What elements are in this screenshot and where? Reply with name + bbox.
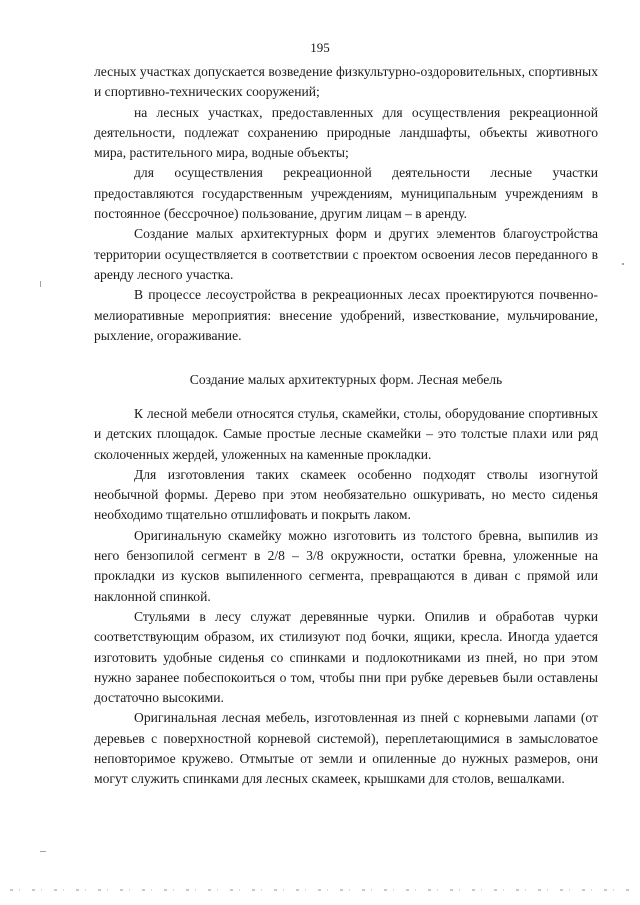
page-number: 195 bbox=[310, 40, 330, 55]
paragraph: Создание малых архитектурных форм и других элементов благоустройства территории осуществляется в соответствии с проектом освоения лесов переданного в аренду лесного участка. bbox=[94, 226, 598, 282]
scan-artifact bbox=[622, 263, 624, 265]
paragraph: В процессе лесоустройства в рекреационных лесах проектируются почвенно-мелиоративные мероприятия: внесение удобрений, известкование, мульчирование, рыхление, огораживание. bbox=[94, 287, 598, 343]
scan-artifact bbox=[10, 889, 630, 891]
paragraph: Оригинальная лесная мебель, изготовленная из пней с корневыми лапами (от деревьев с поверхностной корневой системой), переплетающимися в замысловатое неповторимое кружево. Отмытые от земли и опиленные до нужных размеров, они могут служить спинками для лесных скамеек, крышками для столов, вешалками. bbox=[94, 710, 598, 787]
paragraph: К лесной мебели относятся стулья, скамейки, столы, оборудование спортивных и детских площадок. Самые простые лесные скамейки – это толстые плахи или ряд сколоченных жердей, уложенных на каменные прокладки. bbox=[94, 406, 598, 462]
text-block-top bbox=[94, 62, 598, 346]
paragraph: для осуществления рекреационной деятельности лесные участки предоставляются государственным учреждениям, муниципальным учреждениям в постоянное (бессрочное) пользование, другим лицам – в аренду. bbox=[94, 165, 598, 222]
paragraph: на лесных участках, предоставленных для осуществления рекреационной деятельности, подлежат сохранению природные ландшафты, объекты животного мира, растительного мира, водные объекты; bbox=[94, 104, 598, 161]
paragraph: Оригинальную скамейку можно изготовить из толстого бревна, выпилив из него бензопилой сегмент в 2/8 – 3/8 окружности, остатки бревна, уложенные на прокладки из кусков выпиленного сегмента, превращаются в диван с прямой или наклонной спинкой. bbox=[94, 527, 598, 604]
text-block-bottom bbox=[94, 404, 598, 790]
paragraph: Стульями в лесу служат деревянные чурки. Опилив и обработав чурки соответствующим образом, их стилизуют под бочки, ящики, кресла. Иногда удается изготовить удобные сиденья со спинками и подлокотниками из пней, но при этом нужно заранее побеспокоиться о том, чтобы пни при рубке деревьев были оставлены достаточно высокими. bbox=[94, 608, 598, 706]
section-heading: Создание малых архитектурных форм. Лесная мебель bbox=[189, 372, 503, 387]
scan-artifact bbox=[40, 281, 41, 287]
paragraph: лесных участках допускается возведение физкультурно-оздоровительных, спортивных и спортивно-технических сооружений; bbox=[94, 64, 598, 100]
scan-artifact bbox=[40, 851, 46, 852]
paragraph: Для изготовления таких скамеек особенно подходят стволы изогнутой необычной формы. Дерево при этом необязательно ошкуривать, но место сиденья необходимо тщательно отшлифовать и покрыть лаком. bbox=[94, 466, 598, 523]
